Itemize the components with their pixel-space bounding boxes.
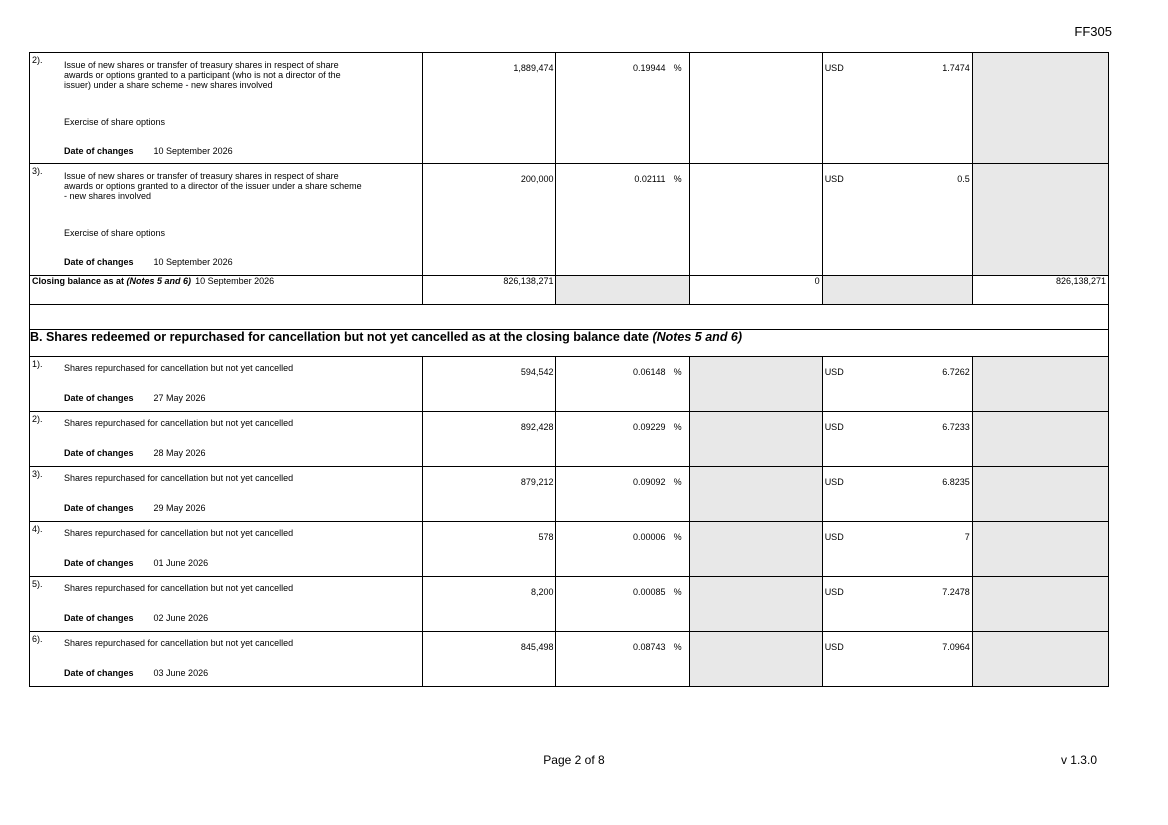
row-description: Issue of new shares or transfer of treasury shares in respect of share awards or options granted to a director of the issuer under a share scheme - new shares involved (64, 171, 362, 201)
date-value: 02 June 2026 (153, 613, 209, 623)
shaded-cell (972, 357, 1108, 412)
percent-sign: % (673, 532, 682, 542)
table-row (30, 53, 1109, 164)
table-row (30, 632, 1109, 687)
empty-cell (689, 164, 822, 276)
percent-cell (556, 522, 689, 577)
percent-value: 0.09229 (633, 422, 666, 432)
price-value: 7.2478 (942, 587, 970, 597)
currency: USD (824, 587, 844, 597)
closing-total: 826,138,271 (972, 276, 1108, 305)
shaded-cell (972, 53, 1108, 164)
row-description-cell (30, 467, 423, 522)
date-value: 01 June 2026 (153, 558, 209, 568)
row-description-cell (30, 164, 423, 276)
percent-sign: % (673, 174, 682, 184)
price-value: 1.7474 (942, 63, 970, 73)
percent-sign: % (673, 367, 682, 377)
currency: USD (824, 642, 844, 652)
date-of-changes: Date of changes 03 June 2026 (64, 668, 209, 678)
price-cell (822, 522, 972, 577)
shares-value: 200,000 (423, 164, 556, 276)
row-extra-text: Exercise of share options (64, 228, 166, 238)
row-description-cell (30, 522, 423, 577)
date-of-changes: Date of changes 29 May 2026 (64, 503, 206, 513)
table-row (30, 522, 1109, 577)
closing-notes: (Notes 5 and 6) (126, 276, 192, 286)
date-value: 28 May 2026 (153, 448, 206, 458)
percent-cell (556, 357, 689, 412)
shaded-cell (972, 577, 1108, 632)
row-number: 3). (32, 469, 43, 479)
row-number: 2). (32, 414, 43, 424)
closing-date: 10 September 2026 (195, 276, 275, 286)
percent-cell (556, 412, 689, 467)
empty-cell (689, 53, 822, 164)
percent-cell (556, 164, 689, 276)
currency: USD (824, 532, 844, 542)
date-value: 10 September 2026 (153, 146, 233, 156)
currency: USD (824, 477, 844, 487)
shaded-cell (972, 412, 1108, 467)
section-b-title-cell (30, 330, 1109, 357)
date-value: 29 May 2026 (153, 503, 206, 513)
price-value: 6.7233 (942, 422, 970, 432)
row-extra-text: Exercise of share options (64, 117, 166, 127)
shares-value: 8,200 (423, 577, 556, 632)
row-number: 2). (32, 55, 43, 65)
percent-sign: % (673, 422, 682, 432)
spacer-cell (30, 305, 1109, 330)
row-description-cell (30, 53, 423, 164)
date-value: 10 September 2026 (153, 257, 233, 267)
shares-value: 892,428 (423, 412, 556, 467)
percent-sign: % (673, 587, 682, 597)
closing-balance-row (30, 276, 1109, 305)
percent-sign: % (673, 63, 682, 73)
share-movement-table (29, 52, 1109, 687)
currency: USD (824, 422, 844, 432)
shaded-cell (972, 522, 1108, 577)
price-value: 0.5 (957, 174, 970, 184)
row-description-cell (30, 412, 423, 467)
shaded-cell (972, 632, 1108, 687)
shaded-cell (689, 412, 822, 467)
row-number: 6). (32, 634, 43, 644)
percent-cell (556, 577, 689, 632)
price-cell (822, 357, 972, 412)
percent-cell (556, 467, 689, 522)
section-b-notes: (Notes 5 and 6) (652, 330, 743, 344)
date-value: 27 May 2026 (153, 393, 206, 403)
currency: USD (824, 367, 844, 377)
row-description: Shares repurchased for cancellation but not yet cancelled (64, 638, 294, 648)
closing-treasury: 0 (689, 276, 822, 305)
shaded-cell (689, 632, 822, 687)
shaded-cell (972, 164, 1108, 276)
price-cell (822, 412, 972, 467)
shaded-cell (689, 522, 822, 577)
percent-sign: % (673, 642, 682, 652)
row-description: Shares repurchased for cancellation but not yet cancelled (64, 528, 294, 538)
row-description: Shares repurchased for cancellation but not yet cancelled (64, 418, 294, 428)
shaded-cell (689, 577, 822, 632)
percent-value: 0.08743 (633, 642, 666, 652)
row-number: 1). (32, 359, 43, 369)
row-number: 5). (32, 579, 43, 589)
price-value: 7.0964 (942, 642, 970, 652)
date-of-changes: Date of changes 10 September 2026 (64, 146, 233, 156)
row-description: Shares repurchased for cancellation but not yet cancelled (64, 583, 294, 593)
shares-value: 1,889,474 (423, 53, 556, 164)
shaded-cell (556, 276, 689, 305)
closing-balance-label: Closing balance as at (Notes 5 and 6) 10 September 2026 (30, 276, 423, 305)
percent-value: 0.09092 (633, 477, 666, 487)
row-description: Issue of new shares or transfer of treasury shares in respect of share awards or options granted to a participant (who is not a director of the issuer) under a share scheme - new shares involved (64, 60, 341, 90)
price-value: 7 (964, 532, 970, 542)
price-cell (822, 467, 972, 522)
form-code: FF305 (1074, 24, 1112, 39)
date-of-changes: Date of changes 01 June 2026 (64, 558, 209, 568)
shares-value: 578 (423, 522, 556, 577)
shares-value: 594,542 (423, 357, 556, 412)
section-b-title: B. Shares redeemed or repurchased for cancellation but not yet cancelled as at the closing balance date (30, 330, 649, 344)
price-cell (822, 164, 972, 276)
currency: USD (824, 174, 844, 184)
table-row (30, 164, 1109, 276)
spacer-row (30, 305, 1109, 330)
row-description: Shares repurchased for cancellation but not yet cancelled (64, 473, 294, 483)
percent-sign: % (673, 477, 682, 487)
shaded-cell (822, 276, 972, 305)
table-row (30, 577, 1109, 632)
row-description-cell (30, 357, 423, 412)
percent-cell (556, 632, 689, 687)
table-row (30, 357, 1109, 412)
percent-value: 0.00085 (633, 587, 666, 597)
currency: USD (824, 63, 844, 73)
percent-value: 0.02111 (634, 174, 666, 184)
version: v 1.3.0 (1060, 753, 1097, 767)
percent-value: 0.19944 (633, 63, 666, 73)
row-number: 4). (32, 524, 43, 534)
shaded-cell (972, 467, 1108, 522)
shares-value: 879,212 (423, 467, 556, 522)
date-value: 03 June 2026 (153, 668, 209, 678)
date-of-changes: Date of changes 28 May 2026 (64, 448, 206, 458)
price-cell (822, 53, 972, 164)
percent-value: 0.00006 (633, 532, 666, 542)
row-description-cell (30, 632, 423, 687)
percent-cell (556, 53, 689, 164)
table-row (30, 467, 1109, 522)
percent-value: 0.06148 (633, 367, 666, 377)
closing-shares: 826,138,271 (423, 276, 556, 305)
price-cell (822, 632, 972, 687)
page-number: Page 2 of 8 (543, 753, 605, 767)
price-cell (822, 577, 972, 632)
table-row (30, 412, 1109, 467)
price-value: 6.7262 (942, 367, 970, 377)
shares-value: 845,498 (423, 632, 556, 687)
row-description-cell (30, 577, 423, 632)
section-b-header (30, 330, 1109, 357)
row-description: Shares repurchased for cancellation but not yet cancelled (64, 363, 294, 373)
date-of-changes: Date of changes 10 September 2026 (64, 257, 233, 267)
date-of-changes: Date of changes 02 June 2026 (64, 613, 209, 623)
date-of-changes: Date of changes 27 May 2026 (64, 393, 206, 403)
row-number: 3). (32, 166, 43, 176)
price-value: 6.8235 (942, 477, 970, 487)
shaded-cell (689, 357, 822, 412)
shaded-cell (689, 467, 822, 522)
